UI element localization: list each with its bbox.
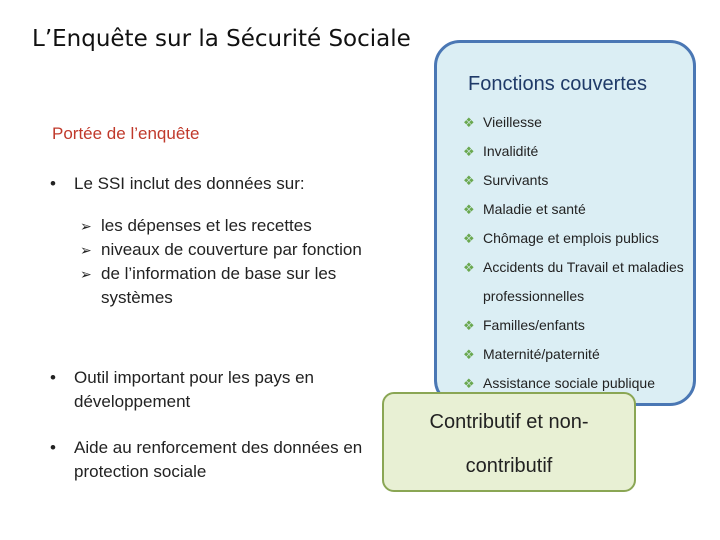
bullet-item <box>50 172 370 196</box>
bullet-item <box>50 366 370 414</box>
sub-list <box>80 214 370 310</box>
function-label: Maternité/paternité <box>483 346 600 362</box>
diamond-bullet-icon: ❖ <box>463 115 475 130</box>
diamond-bullet-icon: ❖ <box>463 144 475 159</box>
function-item <box>463 253 693 311</box>
sub-item-text: les dépenses et les recettes <box>101 216 312 235</box>
sub-list-item <box>80 214 370 238</box>
diamond-bullet-icon: ❖ <box>463 347 475 362</box>
bullet-text: Aide au renforcement des données en protection sociale <box>74 438 363 481</box>
function-label: Accidents du Travail et maladies professionnelles <box>483 259 684 304</box>
contribution-callout <box>382 392 636 492</box>
diamond-bullet-icon: ❖ <box>463 202 475 217</box>
bullet-group-1 <box>50 172 370 310</box>
diamond-bullet-icon: ❖ <box>463 173 475 188</box>
function-label: Familles/enfants <box>483 317 585 333</box>
diamond-bullet-icon: ❖ <box>463 260 475 275</box>
function-label: Chômage et emplois publics <box>483 230 659 246</box>
bullet-dot-icon: • <box>50 368 56 387</box>
arrow-bullet-icon: ➢ <box>80 218 92 234</box>
function-item <box>463 108 693 137</box>
diamond-bullet-icon: ❖ <box>463 376 475 391</box>
sub-list-item <box>80 262 370 310</box>
callout-line: contributif <box>465 455 553 477</box>
function-label: Vieillesse <box>483 114 542 130</box>
function-item <box>463 224 693 253</box>
function-label: Survivants <box>483 172 549 188</box>
callout-line: Contributif et non- <box>429 411 589 433</box>
function-label: Assistance sociale publique <box>483 375 655 391</box>
bullet-text: Outil important pour les pays en développement <box>74 368 315 411</box>
sub-item-text: niveaux de couverture par fonction <box>101 240 362 259</box>
section-heading: Portée de l’enquête <box>52 124 200 143</box>
function-label: Invalidité <box>483 143 539 159</box>
bullet-dot-icon: • <box>50 174 56 193</box>
bullet-item <box>50 436 370 484</box>
function-item <box>463 166 693 195</box>
slide-title: L’Enquête sur la Sécurité Sociale <box>32 26 411 52</box>
functions-title: Fonctions couvertes <box>468 73 647 95</box>
diamond-bullet-icon: ❖ <box>463 318 475 333</box>
sub-item-text: de l’information de base sur les systèmes <box>101 264 337 307</box>
functions-list <box>463 108 693 398</box>
diamond-bullet-icon: ❖ <box>463 231 475 246</box>
function-item <box>463 137 693 166</box>
function-item <box>463 195 693 224</box>
bullet-text: Le SSI inclut des données sur: <box>74 174 305 193</box>
sub-list-item <box>80 238 370 262</box>
function-label: Maladie et santé <box>483 201 586 217</box>
arrow-bullet-icon: ➢ <box>80 266 92 282</box>
function-item <box>463 311 693 340</box>
function-item <box>463 340 693 369</box>
arrow-bullet-icon: ➢ <box>80 242 92 258</box>
bullet-dot-icon: • <box>50 438 56 457</box>
